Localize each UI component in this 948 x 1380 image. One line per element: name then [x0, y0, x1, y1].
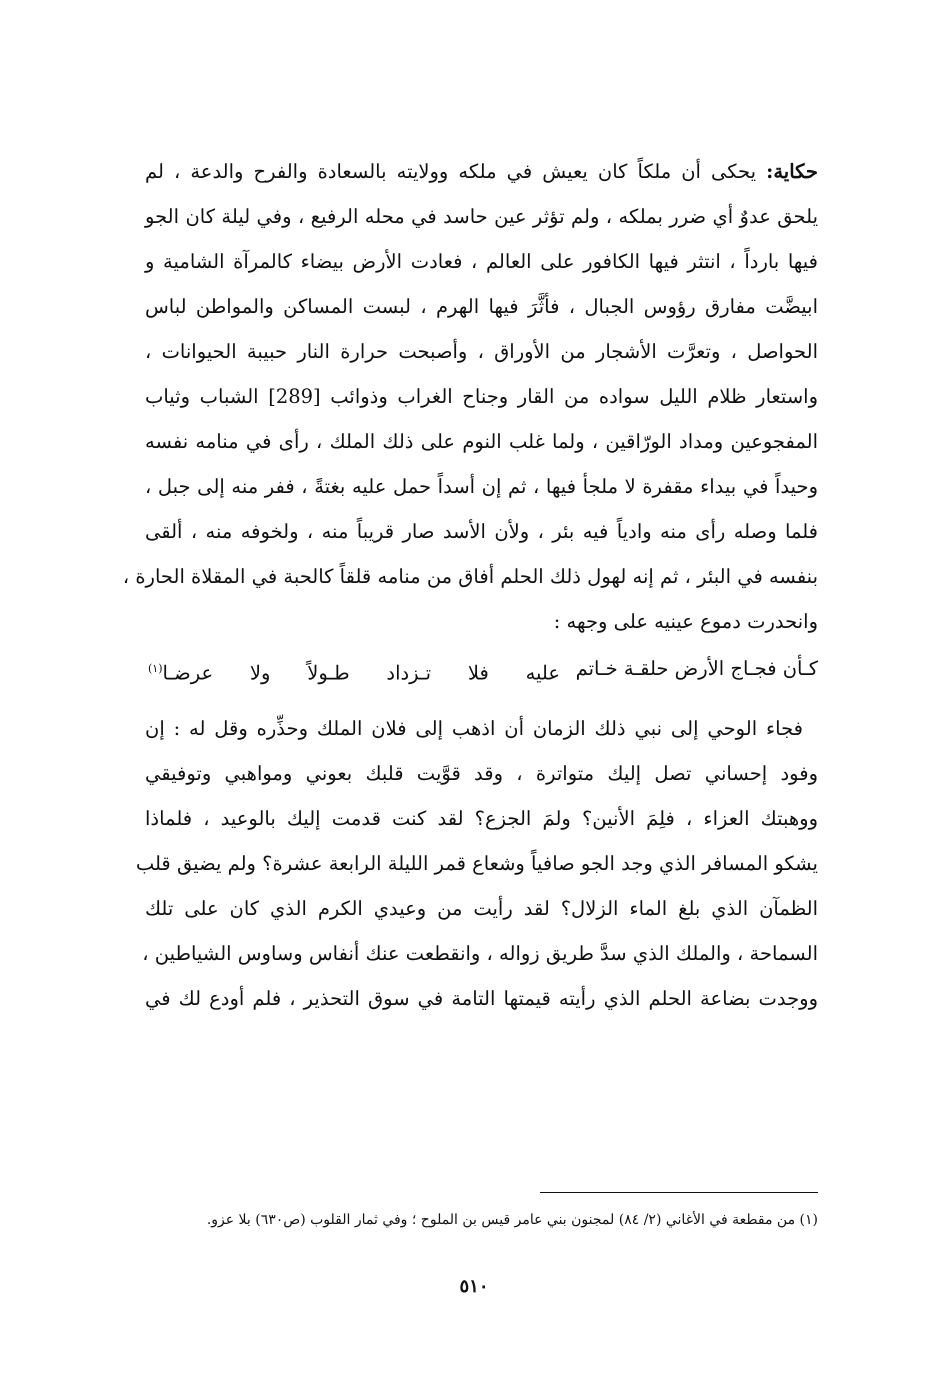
footnote: (١) من مقطعة في الأغاني (٢/ ٨٤) لمجنون بني عامر قيس بن الملوح ؛ وفي ثمار القلوب (ص٦٣٠) بلا عزو. [206, 1212, 818, 1228]
text-line: يلحق عدوٌ أي ضرر بملكه ، ولم تؤثر عين حاسد في محله الرفيع ، وفي ليلة كان الجو [145, 205, 818, 228]
text-line: واستعار ظلام الليل سواده من القار وجناح الغراب وذوائب [289] الشباب وثياب [145, 385, 818, 408]
text-line: الحواصل ، وتعرَّت الأشجار من الأوراق ، وأصبحت حرارة النار حبيبة الحيوانات ، [145, 340, 818, 363]
text-line: ووهبتك العزاء ، فلِمَ الأنين؟ ولمَ الجزع؟ لقد كنت قدمت إليك بالوعيد ، فلماذا [145, 807, 818, 830]
text-line: فيها بارداً ، انتثر فيها الكافور على العالم ، فعادت الأرض بيضاء كالمرآة الشامية و [145, 250, 818, 273]
text-line: وانحدرت دموع عينيه على وجهه : [553, 610, 818, 633]
verse-second-hemistich [148, 654, 560, 689]
hemistich-text: عليه فلا تـزداد طـولاً ولا عرضـا [162, 661, 560, 685]
text-line: وفود إحساني تصل إليك متواترة ، وقد قوَّيت قلبك بعوني ومواهبي وتوفيقي [145, 762, 818, 785]
text-line: السماحة ، والملك الذي سدَّ طريق زواله ، وانقطعت عنك أنفاس وساوس الشياطين ، [142, 942, 818, 965]
text-line: بنفسه في البئر ، ثم إنه لهول ذلك الحلم أفاق من منامه قلقاً كالحبة في المقلاة الحارة ، [122, 565, 818, 588]
footnote-divider [540, 1192, 818, 1193]
text-line: ووجدت بضاعة الحلم الذي رأيته قيمتها التامة في سوق التحذير ، فلم أودع لك في [145, 987, 818, 1010]
text-line: فجاء الوحي إلى نبي ذلك الزمان أن اذهب إلى فلان الملك وحذِّره وقل له : إن [145, 717, 803, 740]
text-line [145, 157, 818, 187]
text-line: ابيضَّت مفارق رؤوس الجبال ، فأثَّرَ فيها الهرم ، لبست المساكن والمواطن لباس [145, 295, 818, 318]
line-text: يحكى أن ملكاً كان يعيش في ملكه وولايته بالسعادة والفرح والدعة ، لم [145, 160, 757, 183]
story-label: حكاية: [766, 160, 818, 183]
text-line: الظمآن الذي بلغ الماء الزلال؟ لقد رأيت من وعيدي الكرم الذي كان على تلك [145, 897, 818, 920]
page-number: ٥١٠ [459, 1276, 489, 1297]
text-line: وحيداً في بيداء مقفرة لا ملجأ فيها ، ثم إن أسداً حمل عليه بغتةً ، ففر منه إلى جبل ، [145, 475, 818, 498]
text-line: فلما وصله رأى منه وادياً فيه بئر ، ولأن الأسد صار قريباً منه ، ولخوفه منه ، ألقى [145, 520, 818, 543]
footnote-marker: (١) [148, 662, 163, 675]
verse-first-hemistich: كـأن فجـاج الأرض حلقـة خـاتم [575, 657, 818, 680]
text-line: يشكو المسافر الذي وجد الجو صافياً وشعاع قمر الليلة الرابعة عشرة؟ ولم يضيق قلب [135, 852, 818, 875]
text-line: المفجوعين ومداد الورّاقين ، ولما غلب النوم على ذلك الملك ، رأى في منامه نفسه [145, 430, 818, 453]
